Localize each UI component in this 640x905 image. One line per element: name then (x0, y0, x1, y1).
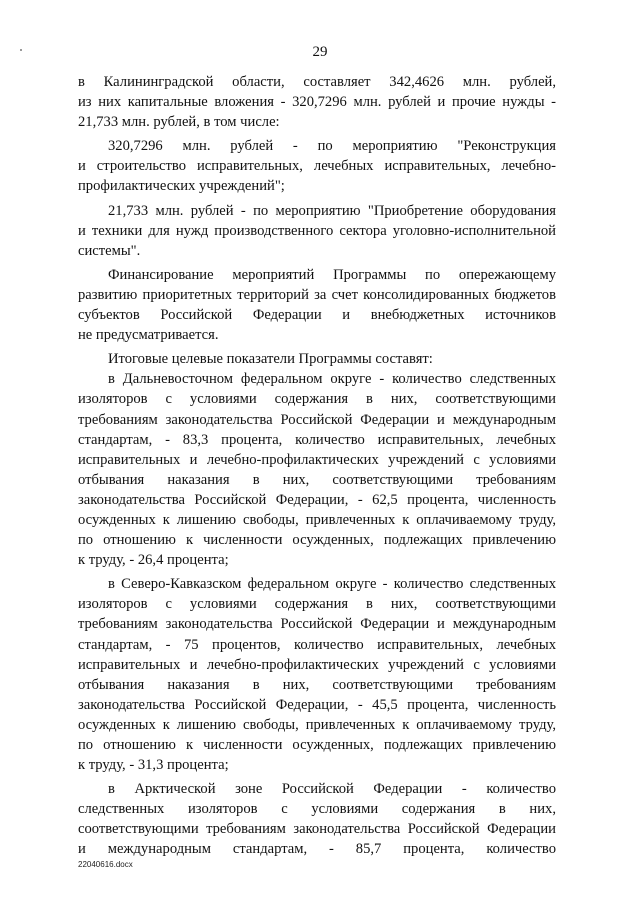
text-line: исправительных и лечебно-профилактических учреждений с условиями (78, 656, 556, 673)
text-line: профилактических учреждений"; (78, 178, 285, 195)
text-line: в Калининградской области, составляет 342,4626 млн. рублей, (78, 74, 556, 90)
text-line: 21,733 млн. рублей - по мероприятию "Приобретение оборудования (108, 202, 556, 219)
text-line: стандартам, - 83,3 процента, количество исправительных, лечебных (78, 431, 556, 448)
footer-filename: 22040616.docx (78, 860, 133, 869)
text-line: стандартам, - 75 процентов, количество исправительных, лечебных (78, 636, 556, 653)
text-line: изоляторов с условиями содержания в них, соответствующими (78, 596, 556, 613)
text-line: следственных изоляторов с условиями содержания в них, (78, 801, 556, 818)
text-line: в Дальневосточном федеральном округе - количество следственных (108, 371, 556, 388)
text-line: к труду, - 26,4 процента; (78, 552, 229, 569)
text-line: требованиям законодательства Российской Федерации и международным (78, 411, 556, 428)
text-line: из них капитальные вложения - 320,7296 млн. рублей и прочие нужды - (78, 94, 556, 111)
text-line: 320,7296 млн. рублей - по мероприятию "Реконструкция (108, 138, 556, 155)
text-line: отбывания наказания в них, соответствующими требованиям (78, 676, 556, 693)
text-line: изоляторов с условиями содержания в них, соответствующими (78, 391, 556, 408)
text-line: и международным стандартам, - 85,7 процента, количество (78, 841, 556, 858)
text-line: системы". (78, 242, 141, 259)
text-line: исправительных и лечебно-профилактических учреждений с условиями (78, 451, 556, 468)
text-line: и техники для нужд производственного сектора уголовно-исполнительной (78, 222, 556, 239)
text-line: осужденных к лишению свободы, привлеченных к оплачиваемому труду, (78, 716, 556, 733)
text-line: соответствующими требованиям законодательства Российской Федерации (78, 821, 556, 838)
text-line: осужденных к лишению свободы, привлеченных к оплачиваемому труду, (78, 511, 556, 528)
text-line: и строительство исправительных, лечебных исправительных, лечебно- (78, 158, 556, 175)
text-line: по отношению к численности осужденных, подлежащих привлечению (78, 737, 556, 753)
text-line: не предусматривается. (78, 327, 219, 344)
text-line: отбывания наказания в них, соответствующими требованиям (78, 471, 556, 488)
text-line: 21,733 млн. рублей, в том числе: (78, 114, 280, 131)
page-number: 29 (312, 44, 328, 60)
text-line: Финансирование мероприятий Программы по опережающему (108, 266, 556, 283)
text-line: в Арктической зоне Российской Федерации - количество (108, 781, 556, 798)
text-line: по отношению к численности осужденных, подлежащих привлечению (78, 532, 556, 549)
text-line: законодательства Российской Федерации, - 45,5 процента, численность (78, 696, 556, 713)
text-line: требованиям законодательства Российской Федерации и международным (78, 616, 556, 633)
text-line: Итоговые целевые показатели Программы составят: (108, 351, 433, 368)
document-body (78, 72, 556, 860)
text-line: развитию приоритетных территорий за счет консолидированных бюджетов (78, 286, 556, 303)
text-line: в Северо-Кавказском федеральном округе - количество следственных (108, 576, 556, 593)
text-line: субъектов Российской Федерации и внебюджетных источников (78, 307, 556, 324)
text-line: к труду, - 31,3 процента; (78, 757, 229, 774)
text-line: законодательства Российской Федерации, - 62,5 процента, численность (78, 491, 556, 508)
